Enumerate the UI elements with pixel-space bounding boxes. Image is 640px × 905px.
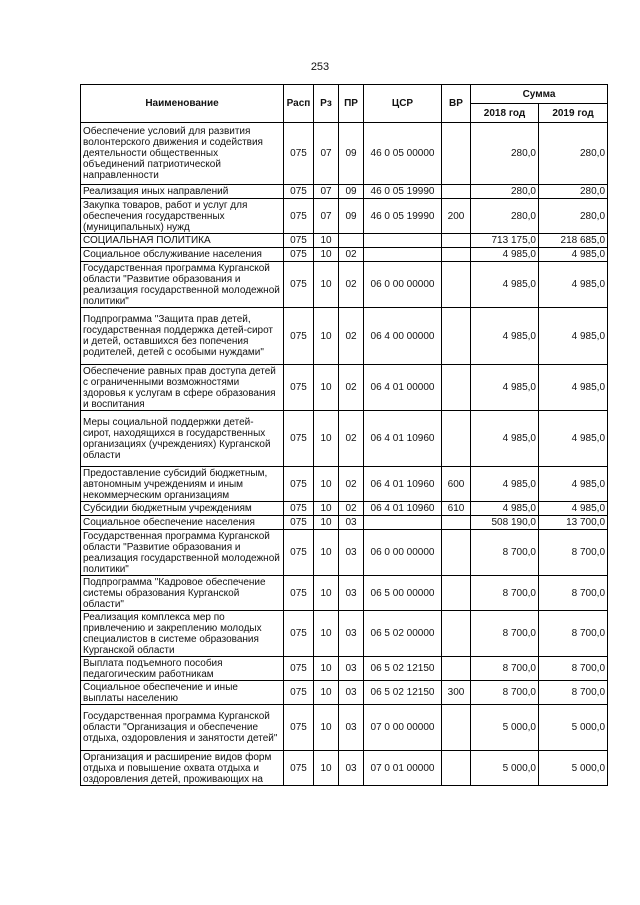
cell-2018: 8 700,0: [471, 576, 539, 611]
table-row: [81, 516, 608, 530]
cell-csr: 46 0 05 00000: [364, 123, 442, 185]
cell-name: Подпрограмма "Защита прав детей, государственная поддержка детей-сирот и детей, оставшихся без попечения родителей, детей с особыми нуждами": [81, 308, 284, 365]
table-row: [81, 681, 608, 705]
table-row: [81, 502, 608, 516]
cell-rz: 10: [314, 751, 339, 786]
cell-rasp: 075: [284, 248, 314, 262]
cell-name: Государственная программа Курганской области "Развитие образования и реализация государственной молодежной политики": [81, 262, 284, 308]
cell-vr: [442, 657, 471, 681]
cell-2018: 8 700,0: [471, 681, 539, 705]
header-vr: ВР: [442, 85, 471, 123]
cell-csr: 46 0 05 19990: [364, 185, 442, 199]
cell-csr: 06 4 01 10960: [364, 411, 442, 467]
header-csr: ЦСР: [364, 85, 442, 123]
cell-2019: 8 700,0: [539, 530, 608, 576]
cell-vr: [442, 248, 471, 262]
header-2018: 2018 год: [471, 104, 539, 123]
table-row: [81, 185, 608, 199]
cell-rz: 10: [314, 516, 339, 530]
table-row: [81, 705, 608, 751]
cell-vr: [442, 611, 471, 657]
cell-rasp: 075: [284, 199, 314, 234]
cell-2018: 5 000,0: [471, 705, 539, 751]
cell-csr: 06 5 02 00000: [364, 611, 442, 657]
cell-vr: [442, 751, 471, 786]
header-name: Наименование: [81, 85, 284, 123]
cell-vr: [442, 185, 471, 199]
table-row: [81, 234, 608, 248]
cell-2018: 280,0: [471, 185, 539, 199]
table-row: [81, 751, 608, 786]
cell-vr: 610: [442, 502, 471, 516]
cell-rz: 07: [314, 199, 339, 234]
budget-table: [80, 84, 608, 786]
cell-pr: 02: [339, 248, 364, 262]
cell-pr: 02: [339, 467, 364, 502]
cell-name: Реализация иных направлений: [81, 185, 284, 199]
cell-csr: 06 4 00 00000: [364, 308, 442, 365]
cell-pr: 02: [339, 365, 364, 411]
cell-vr: [442, 516, 471, 530]
cell-csr: 06 5 00 00000: [364, 576, 442, 611]
cell-rz: 10: [314, 611, 339, 657]
cell-rz: 10: [314, 467, 339, 502]
cell-csr: 06 5 02 12150: [364, 657, 442, 681]
cell-2019: 4 985,0: [539, 262, 608, 308]
table-row: [81, 467, 608, 502]
cell-rz: 10: [314, 576, 339, 611]
table-row: [81, 199, 608, 234]
cell-2018: 4 985,0: [471, 308, 539, 365]
cell-rasp: 075: [284, 705, 314, 751]
cell-rz: 10: [314, 262, 339, 308]
cell-2018: 4 985,0: [471, 248, 539, 262]
cell-rz: 10: [314, 705, 339, 751]
cell-vr: [442, 308, 471, 365]
cell-pr: 03: [339, 705, 364, 751]
cell-vr: [442, 411, 471, 467]
table-row: [81, 411, 608, 467]
cell-name: Реализация комплекса мер по привлечению и закреплению молодых специалистов в системе образования Курганской области: [81, 611, 284, 657]
cell-csr: 46 0 05 19990: [364, 199, 442, 234]
cell-2018: 5 000,0: [471, 751, 539, 786]
cell-rz: 10: [314, 681, 339, 705]
cell-rz: 10: [314, 657, 339, 681]
table-row: [81, 262, 608, 308]
cell-pr: 03: [339, 530, 364, 576]
cell-2018: 4 985,0: [471, 502, 539, 516]
cell-2018: 8 700,0: [471, 530, 539, 576]
cell-vr: 300: [442, 681, 471, 705]
cell-csr: 06 0 00 00000: [364, 530, 442, 576]
cell-2019: 8 700,0: [539, 681, 608, 705]
cell-2019: 280,0: [539, 123, 608, 185]
cell-name: Выплата подъемного пособия педагогическим работникам: [81, 657, 284, 681]
cell-rasp: 075: [284, 751, 314, 786]
header-2019: 2019 год: [539, 104, 608, 123]
cell-2018: 508 190,0: [471, 516, 539, 530]
cell-2019: 5 000,0: [539, 751, 608, 786]
cell-pr: 02: [339, 262, 364, 308]
cell-csr: 06 4 01 10960: [364, 502, 442, 516]
cell-name: Государственная программа Курганской области "Развитие образования и реализация государственной молодежной политики": [81, 530, 284, 576]
cell-pr: 03: [339, 611, 364, 657]
cell-rasp: 075: [284, 123, 314, 185]
cell-pr: 03: [339, 516, 364, 530]
cell-2019: 4 985,0: [539, 308, 608, 365]
cell-name: Подпрограмма "Кадровое обеспечение системы образования Курганской области": [81, 576, 284, 611]
cell-rasp: 075: [284, 308, 314, 365]
cell-2018: 8 700,0: [471, 611, 539, 657]
cell-rasp: 075: [284, 657, 314, 681]
cell-vr: [442, 705, 471, 751]
cell-pr: 09: [339, 185, 364, 199]
cell-rz: 07: [314, 123, 339, 185]
cell-rz: 10: [314, 530, 339, 576]
cell-rz: 10: [314, 308, 339, 365]
cell-csr: 07 0 00 00000: [364, 705, 442, 751]
table-row: [81, 248, 608, 262]
cell-rasp: 075: [284, 502, 314, 516]
cell-2018: 4 985,0: [471, 411, 539, 467]
header-row: [81, 85, 608, 104]
cell-2019: 4 985,0: [539, 365, 608, 411]
header-sum: Сумма: [471, 85, 608, 104]
cell-pr: 09: [339, 123, 364, 185]
cell-2019: 280,0: [539, 185, 608, 199]
cell-2019: 13 700,0: [539, 516, 608, 530]
cell-rasp: 075: [284, 530, 314, 576]
cell-rasp: 075: [284, 576, 314, 611]
cell-pr: [339, 234, 364, 248]
cell-vr: 600: [442, 467, 471, 502]
table-row: [81, 576, 608, 611]
table-row: [81, 611, 608, 657]
cell-name: Субсидии бюджетным учреждениям: [81, 502, 284, 516]
cell-vr: [442, 365, 471, 411]
cell-pr: 09: [339, 199, 364, 234]
cell-rasp: 075: [284, 516, 314, 530]
cell-pr: 03: [339, 576, 364, 611]
cell-2019: 5 000,0: [539, 705, 608, 751]
cell-rz: 10: [314, 365, 339, 411]
cell-name: СОЦИАЛЬНАЯ ПОЛИТИКА: [81, 234, 284, 248]
cell-pr: 02: [339, 411, 364, 467]
cell-rz: 10: [314, 248, 339, 262]
cell-2018: 4 985,0: [471, 262, 539, 308]
cell-2019: 8 700,0: [539, 657, 608, 681]
cell-2019: 218 685,0: [539, 234, 608, 248]
cell-name: Социальное обслуживание населения: [81, 248, 284, 262]
cell-rasp: 075: [284, 365, 314, 411]
cell-csr: 06 4 01 00000: [364, 365, 442, 411]
cell-name: Закупка товаров, работ и услуг для обеспечения государственных (муниципальных) нужд: [81, 199, 284, 234]
cell-pr: 03: [339, 751, 364, 786]
header-rz: Рз: [314, 85, 339, 123]
cell-vr: [442, 123, 471, 185]
cell-2018: 4 985,0: [471, 365, 539, 411]
cell-rz: 10: [314, 502, 339, 516]
cell-vr: [442, 530, 471, 576]
cell-csr: 06 4 01 10960: [364, 467, 442, 502]
header-rasp: Расп: [284, 85, 314, 123]
cell-2019: 4 985,0: [539, 502, 608, 516]
header-pr: ПР: [339, 85, 364, 123]
cell-rasp: 075: [284, 681, 314, 705]
cell-csr: [364, 516, 442, 530]
cell-csr: 06 5 02 12150: [364, 681, 442, 705]
table-row: [81, 365, 608, 411]
page-number: 253: [310, 61, 330, 73]
table-body: [81, 123, 608, 786]
table-row: [81, 657, 608, 681]
cell-2018: 280,0: [471, 199, 539, 234]
cell-pr: 03: [339, 657, 364, 681]
cell-rasp: 075: [284, 262, 314, 308]
cell-2018: 4 985,0: [471, 467, 539, 502]
cell-csr: 06 0 00 00000: [364, 262, 442, 308]
cell-name: Государственная программа Курганской области "Организация и обеспечение отдыха, оздоровления и занятости детей": [81, 705, 284, 751]
cell-name: Социальное обеспечение населения: [81, 516, 284, 530]
cell-2018: 280,0: [471, 123, 539, 185]
cell-rz: 07: [314, 185, 339, 199]
cell-2019: 4 985,0: [539, 411, 608, 467]
cell-rz: 10: [314, 234, 339, 248]
cell-csr: [364, 234, 442, 248]
cell-vr: 200: [442, 199, 471, 234]
cell-name: Социальное обеспечение и иные выплаты населению: [81, 681, 284, 705]
cell-pr: 02: [339, 308, 364, 365]
cell-vr: [442, 262, 471, 308]
cell-2018: 8 700,0: [471, 657, 539, 681]
table-row: [81, 308, 608, 365]
cell-rasp: 075: [284, 185, 314, 199]
cell-csr: [364, 248, 442, 262]
cell-2019: 8 700,0: [539, 611, 608, 657]
cell-csr: 07 0 01 00000: [364, 751, 442, 786]
cell-2018: 713 175,0: [471, 234, 539, 248]
cell-vr: [442, 234, 471, 248]
cell-name: Предоставление субсидий бюджетным, автономным учреждениям и иным некоммерческим организациям: [81, 467, 284, 502]
cell-name: Меры социальной поддержки детей-сирот, находящихся в государственных организациях (учреждениях) Курганской области: [81, 411, 284, 467]
cell-name: Организация и расширение видов форм отдыха и повышение охвата отдыха и оздоровления детей, проживающих на: [81, 751, 284, 786]
cell-rasp: 075: [284, 234, 314, 248]
table-row: [81, 530, 608, 576]
cell-rasp: 075: [284, 411, 314, 467]
cell-2019: 4 985,0: [539, 467, 608, 502]
cell-rz: 10: [314, 411, 339, 467]
cell-vr: [442, 576, 471, 611]
cell-name: Обеспечение равных прав доступа детей с ограниченными возможностями здоровья к услугам в сфере образования и воспитания: [81, 365, 284, 411]
cell-pr: 03: [339, 681, 364, 705]
cell-2019: 4 985,0: [539, 248, 608, 262]
cell-rasp: 075: [284, 611, 314, 657]
cell-2019: 8 700,0: [539, 576, 608, 611]
cell-name: Обеспечение условий для развития волонтерского движения и содействия деятельности общественных объединений патриотической направленности: [81, 123, 284, 185]
cell-pr: 02: [339, 502, 364, 516]
table-row: [81, 123, 608, 185]
cell-2019: 280,0: [539, 199, 608, 234]
cell-rasp: 075: [284, 467, 314, 502]
